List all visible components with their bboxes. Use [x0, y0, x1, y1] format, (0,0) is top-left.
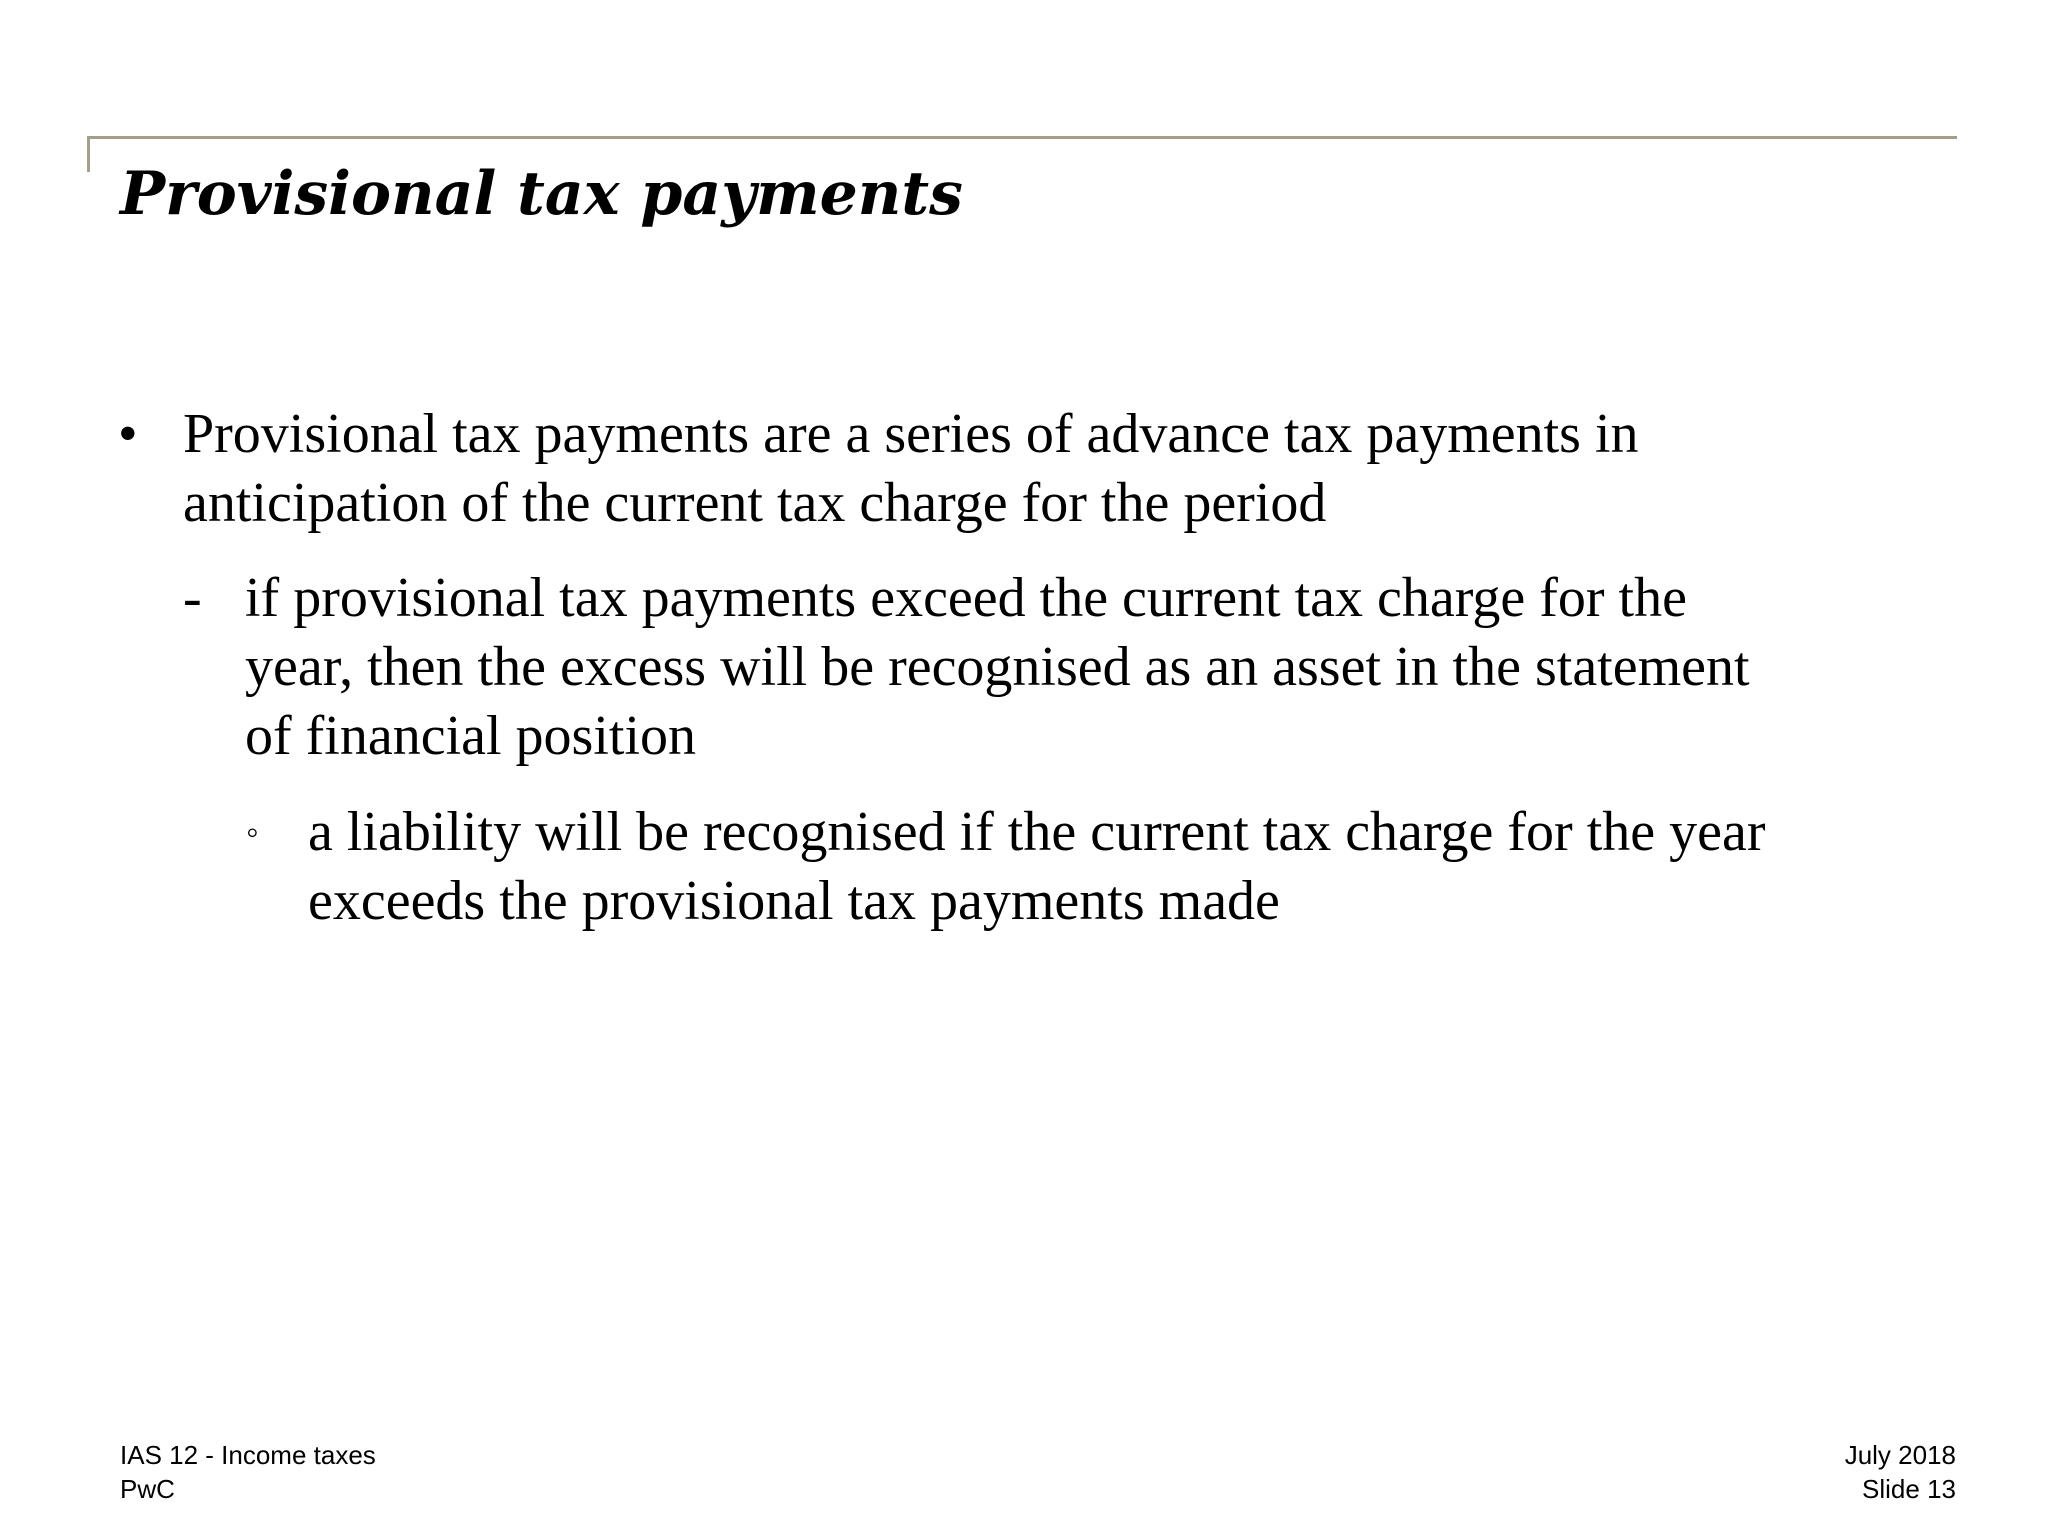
footer-course-title: IAS 12 - Income taxes	[120, 1440, 376, 1470]
title-divider	[87, 136, 1957, 139]
bullet-text	[245, 564, 1975, 771]
footer-date: July 2018	[1844, 1440, 1956, 1470]
bullet-text	[308, 798, 1988, 936]
bullet-text	[183, 400, 1943, 538]
title-divider-tick	[87, 136, 90, 172]
footer-slide-number: Slide 13	[1862, 1474, 1956, 1504]
bullet-line: exceeds the provisional tax payments made	[308, 870, 1280, 932]
bullet-line: anticipation of the current tax charge for the period	[183, 472, 1327, 534]
circle-marker: ◦	[246, 812, 259, 852]
bullet-line: a liability will be recognised if the current tax charge for the year	[308, 801, 1766, 863]
bullet-marker: •	[118, 403, 138, 465]
bullet-line: year, then the excess will be recognised as an asset in the statement	[245, 636, 1750, 698]
footer-right	[1845, 1438, 1956, 1506]
bullet-line: of financial position	[245, 705, 697, 767]
footer-company: PwC	[120, 1474, 175, 1504]
dash-marker: -	[183, 567, 202, 629]
footer-left	[120, 1438, 376, 1506]
slide-title: Provisional tax payments	[120, 159, 963, 229]
bullet-line: Provisional tax payments are a series of advance tax payments in	[183, 403, 1639, 465]
bullet-line: if provisional tax payments exceed the current tax charge for the	[245, 567, 1687, 629]
